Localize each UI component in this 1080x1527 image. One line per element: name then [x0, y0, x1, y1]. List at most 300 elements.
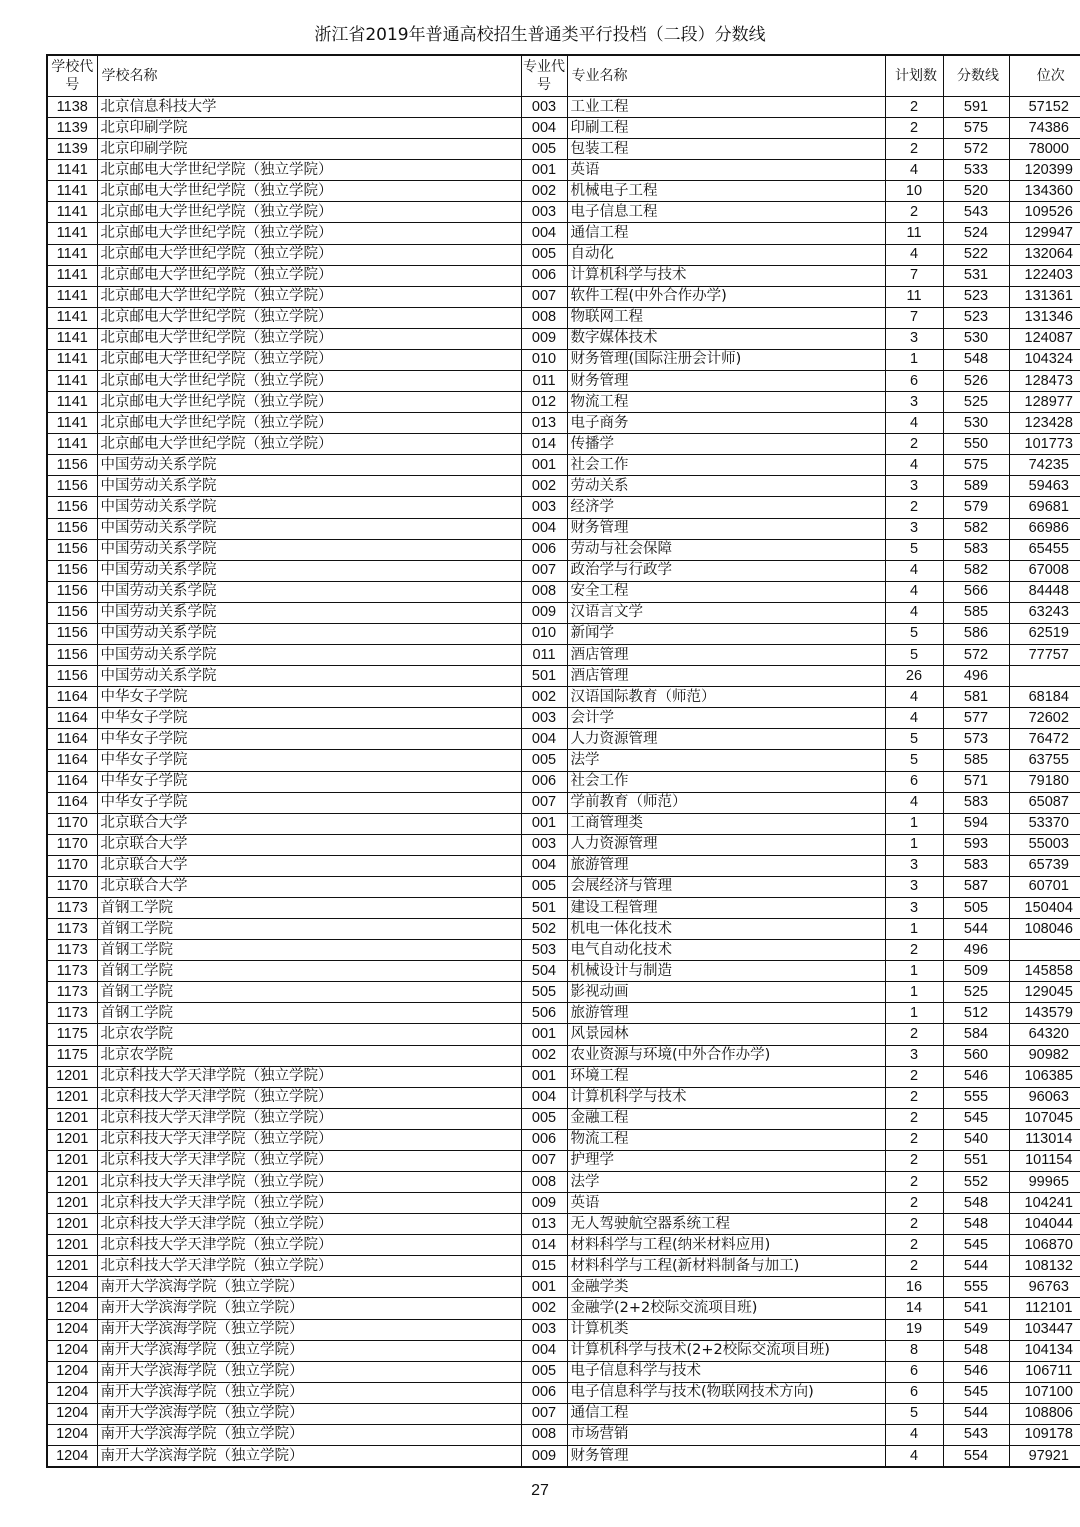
rank-cell: 101773 — [1009, 434, 1080, 455]
plan-cell: 5 — [885, 729, 943, 750]
major-code-cell: 002 — [521, 1045, 567, 1066]
school-name-cell: 北京科技大学天津学院（独立学院） — [97, 1171, 521, 1192]
rank-cell: 60701 — [1009, 876, 1080, 897]
school-code-cell: 1139 — [47, 118, 97, 139]
plan-cell: 4 — [885, 160, 943, 181]
major-name-cell: 工商管理类 — [567, 813, 885, 834]
score-cell: 551 — [943, 1150, 1009, 1171]
plan-cell: 2 — [885, 118, 943, 139]
table-row — [47, 645, 1080, 666]
school-code-cell: 1141 — [47, 392, 97, 413]
school-code-cell: 1164 — [47, 771, 97, 792]
school-name-cell: 首钢工学院 — [97, 919, 521, 940]
plan-cell: 1 — [885, 919, 943, 940]
major-code-cell: 015 — [521, 1256, 567, 1277]
major-code-cell: 005 — [521, 876, 567, 897]
school-code-cell: 1204 — [47, 1298, 97, 1319]
major-name-cell: 数字媒体技术 — [567, 328, 885, 349]
score-cell: 548 — [943, 1340, 1009, 1361]
table-row — [47, 708, 1080, 729]
major-name-cell: 自动化 — [567, 244, 885, 265]
plan-cell: 14 — [885, 1298, 943, 1319]
rank-cell: 90982 — [1009, 1045, 1080, 1066]
rank-cell: 66986 — [1009, 518, 1080, 539]
plan-cell: 2 — [885, 1235, 943, 1256]
school-code-cell: 1201 — [47, 1171, 97, 1192]
score-cell: 555 — [943, 1087, 1009, 1108]
school-name-cell: 中华女子学院 — [97, 792, 521, 813]
rank-cell: 97921 — [1009, 1446, 1080, 1468]
score-cell: 525 — [943, 392, 1009, 413]
score-cell: 593 — [943, 834, 1009, 855]
major-name-cell: 农业资源与环境(中外合作办学) — [567, 1045, 885, 1066]
major-code-cell: 012 — [521, 392, 567, 413]
score-cell: 524 — [943, 223, 1009, 244]
table-row — [47, 328, 1080, 349]
school-name-cell: 中国劳动关系学院 — [97, 476, 521, 497]
rank-cell: 134360 — [1009, 181, 1080, 202]
school-code-cell: 1138 — [47, 97, 97, 118]
rank-cell: 108046 — [1009, 919, 1080, 940]
table-row — [47, 771, 1080, 792]
table-row — [47, 897, 1080, 918]
rank-cell: 129947 — [1009, 223, 1080, 244]
table-row — [47, 1066, 1080, 1087]
rank-cell: 65087 — [1009, 792, 1080, 813]
score-cell: 579 — [943, 497, 1009, 518]
plan-cell: 26 — [885, 666, 943, 687]
table-row — [47, 497, 1080, 518]
school-name-cell: 南开大学滨海学院（独立学院） — [97, 1319, 521, 1340]
major-name-cell: 财务管理 — [567, 371, 885, 392]
score-cell: 594 — [943, 813, 1009, 834]
school-code-cell: 1156 — [47, 518, 97, 539]
major-code-cell: 010 — [521, 623, 567, 644]
score-cell: 589 — [943, 476, 1009, 497]
score-cell: 523 — [943, 286, 1009, 307]
major-code-cell: 006 — [521, 1382, 567, 1403]
school-code-cell: 1204 — [47, 1340, 97, 1361]
rank-cell: 123428 — [1009, 413, 1080, 434]
major-code-cell: 008 — [521, 581, 567, 602]
score-cell: 587 — [943, 876, 1009, 897]
score-cell: 530 — [943, 328, 1009, 349]
score-cell: 544 — [943, 1403, 1009, 1424]
plan-cell: 4 — [885, 1446, 943, 1468]
major-code-cell: 007 — [521, 1150, 567, 1171]
school-name-cell: 北京联合大学 — [97, 813, 521, 834]
major-name-cell: 传播学 — [567, 434, 885, 455]
major-code-cell: 004 — [521, 518, 567, 539]
school-code-cell: 1164 — [47, 792, 97, 813]
table-row — [47, 181, 1080, 202]
score-cell: 575 — [943, 118, 1009, 139]
school-name-cell: 北京邮电大学世纪学院（独立学院） — [97, 223, 521, 244]
school-name-cell: 中国劳动关系学院 — [97, 518, 521, 539]
rank-cell: 131346 — [1009, 307, 1080, 328]
major-code-cell: 503 — [521, 940, 567, 961]
table-row — [47, 961, 1080, 982]
plan-cell: 4 — [885, 708, 943, 729]
rank-cell: 109526 — [1009, 202, 1080, 223]
major-name-cell: 电子信息科学与技术(物联网技术方向) — [567, 1382, 885, 1403]
major-code-cell: 001 — [521, 1024, 567, 1045]
table-row — [47, 160, 1080, 181]
score-cell: 583 — [943, 855, 1009, 876]
major-name-cell: 英语 — [567, 160, 885, 181]
school-name-cell: 中华女子学院 — [97, 687, 521, 708]
table-row — [47, 1214, 1080, 1235]
major-code-cell: 006 — [521, 771, 567, 792]
table-row — [47, 97, 1080, 118]
rank-cell: 143579 — [1009, 1003, 1080, 1024]
major-code-cell: 004 — [521, 1340, 567, 1361]
major-name-cell: 酒店管理 — [567, 645, 885, 666]
school-code-cell: 1141 — [47, 328, 97, 349]
table-row — [47, 371, 1080, 392]
school-code-cell: 1173 — [47, 961, 97, 982]
school-code-cell: 1141 — [47, 371, 97, 392]
table-row — [47, 434, 1080, 455]
plan-cell: 5 — [885, 539, 943, 560]
plan-cell: 5 — [885, 750, 943, 771]
major-name-cell: 汉语国际教育（师范） — [567, 687, 885, 708]
score-cell: 505 — [943, 897, 1009, 918]
major-name-cell: 金融学(2+2校际交流项目班) — [567, 1298, 885, 1319]
rank-cell: 65739 — [1009, 855, 1080, 876]
rank-cell: 103447 — [1009, 1319, 1080, 1340]
school-code-cell: 1201 — [47, 1235, 97, 1256]
major-name-cell: 会计学 — [567, 708, 885, 729]
table-row — [47, 518, 1080, 539]
rank-cell: 62519 — [1009, 623, 1080, 644]
major-code-cell: 001 — [521, 1277, 567, 1298]
major-code-cell: 504 — [521, 961, 567, 982]
major-code-cell: 502 — [521, 919, 567, 940]
school-name-cell: 南开大学滨海学院（独立学院） — [97, 1361, 521, 1382]
school-name-cell: 中国劳动关系学院 — [97, 497, 521, 518]
major-name-cell: 材料科学与工程(纳米材料应用) — [567, 1235, 885, 1256]
plan-cell: 16 — [885, 1277, 943, 1298]
rank-cell: 101154 — [1009, 1150, 1080, 1171]
major-name-cell: 汉语言文学 — [567, 602, 885, 623]
score-cell: 582 — [943, 518, 1009, 539]
score-cell: 573 — [943, 729, 1009, 750]
rank-cell: 107100 — [1009, 1382, 1080, 1403]
plan-cell: 2 — [885, 1129, 943, 1150]
plan-cell: 2 — [885, 1024, 943, 1045]
school-name-cell: 南开大学滨海学院（独立学院） — [97, 1446, 521, 1468]
plan-cell: 5 — [885, 645, 943, 666]
score-cell: 572 — [943, 645, 1009, 666]
major-name-cell: 软件工程(中外合作办学) — [567, 286, 885, 307]
rank-cell: 104134 — [1009, 1340, 1080, 1361]
rank-cell: 128977 — [1009, 392, 1080, 413]
school-code-cell: 1170 — [47, 834, 97, 855]
plan-cell: 10 — [885, 181, 943, 202]
major-name-cell: 人力资源管理 — [567, 729, 885, 750]
school-name-cell: 中国劳动关系学院 — [97, 560, 521, 581]
school-code-cell: 1139 — [47, 139, 97, 160]
school-code-cell: 1201 — [47, 1108, 97, 1129]
score-cell: 541 — [943, 1298, 1009, 1319]
major-name-cell: 社会工作 — [567, 771, 885, 792]
school-code-cell: 1141 — [47, 286, 97, 307]
major-name-cell: 电子信息科学与技术 — [567, 1361, 885, 1382]
major-code-cell: 003 — [521, 497, 567, 518]
school-name-cell: 北京科技大学天津学院（独立学院） — [97, 1108, 521, 1129]
plan-cell: 4 — [885, 455, 943, 476]
score-cell: 585 — [943, 602, 1009, 623]
rank-cell: 128473 — [1009, 371, 1080, 392]
table-row — [47, 286, 1080, 307]
major-name-cell: 通信工程 — [567, 1403, 885, 1424]
major-code-cell: 004 — [521, 729, 567, 750]
plan-cell: 2 — [885, 1256, 943, 1277]
table-row — [47, 202, 1080, 223]
plan-cell: 7 — [885, 307, 943, 328]
rank-cell: 132064 — [1009, 244, 1080, 265]
school-code-cell: 1201 — [47, 1129, 97, 1150]
plan-cell: 2 — [885, 97, 943, 118]
major-name-cell: 环境工程 — [567, 1066, 885, 1087]
rank-cell: 79180 — [1009, 771, 1080, 792]
header-score: 分数线 — [943, 55, 1009, 97]
school-code-cell: 1141 — [47, 181, 97, 202]
major-name-cell: 金融工程 — [567, 1108, 885, 1129]
plan-cell: 3 — [885, 876, 943, 897]
plan-cell: 4 — [885, 581, 943, 602]
school-name-cell: 中国劳动关系学院 — [97, 666, 521, 687]
school-code-cell: 1164 — [47, 687, 97, 708]
school-code-cell: 1173 — [47, 982, 97, 1003]
major-name-cell: 法学 — [567, 750, 885, 771]
score-cell: 540 — [943, 1129, 1009, 1150]
major-code-cell: 009 — [521, 1193, 567, 1214]
table-row — [47, 413, 1080, 434]
major-name-cell: 影视动画 — [567, 982, 885, 1003]
table-row — [47, 792, 1080, 813]
rank-cell: 67008 — [1009, 560, 1080, 581]
plan-cell: 6 — [885, 1382, 943, 1403]
table-row — [47, 602, 1080, 623]
school-name-cell: 中国劳动关系学院 — [97, 645, 521, 666]
school-name-cell: 南开大学滨海学院（独立学院） — [97, 1340, 521, 1361]
school-name-cell: 北京农学院 — [97, 1045, 521, 1066]
plan-cell: 1 — [885, 834, 943, 855]
major-code-cell: 014 — [521, 434, 567, 455]
table-row — [47, 1361, 1080, 1382]
major-name-cell: 护理学 — [567, 1150, 885, 1171]
table-row — [47, 919, 1080, 940]
table-row — [47, 1193, 1080, 1214]
school-code-cell: 1156 — [47, 602, 97, 623]
rank-cell: 107045 — [1009, 1108, 1080, 1129]
plan-cell: 6 — [885, 1361, 943, 1382]
plan-cell: 8 — [885, 1340, 943, 1361]
table-row — [47, 455, 1080, 476]
school-name-cell: 首钢工学院 — [97, 940, 521, 961]
plan-cell: 2 — [885, 940, 943, 961]
major-code-cell: 004 — [521, 855, 567, 876]
rank-cell: 84448 — [1009, 581, 1080, 602]
score-cell: 552 — [943, 1171, 1009, 1192]
school-name-cell: 首钢工学院 — [97, 897, 521, 918]
major-code-cell: 501 — [521, 666, 567, 687]
major-code-cell: 010 — [521, 349, 567, 370]
rank-cell: 74386 — [1009, 118, 1080, 139]
table-row — [47, 581, 1080, 602]
header-school-code: 学校代号 — [47, 55, 97, 97]
major-name-cell: 工业工程 — [567, 97, 885, 118]
school-name-cell: 北京科技大学天津学院（独立学院） — [97, 1193, 521, 1214]
school-code-cell: 1156 — [47, 645, 97, 666]
score-cell: 545 — [943, 1235, 1009, 1256]
table-row — [47, 1403, 1080, 1424]
major-code-cell: 008 — [521, 1171, 567, 1192]
major-code-cell: 001 — [521, 813, 567, 834]
plan-cell: 3 — [885, 855, 943, 876]
school-name-cell: 北京联合大学 — [97, 834, 521, 855]
school-code-cell: 1156 — [47, 581, 97, 602]
school-name-cell: 南开大学滨海学院（独立学院） — [97, 1382, 521, 1403]
school-name-cell: 北京科技大学天津学院（独立学院） — [97, 1150, 521, 1171]
school-code-cell: 1201 — [47, 1214, 97, 1235]
school-name-cell: 中国劳动关系学院 — [97, 602, 521, 623]
score-cell: 585 — [943, 750, 1009, 771]
rank-cell: 145858 — [1009, 961, 1080, 982]
table-row — [47, 876, 1080, 897]
school-name-cell: 北京邮电大学世纪学院（独立学院） — [97, 434, 521, 455]
major-name-cell: 会展经济与管理 — [567, 876, 885, 897]
plan-cell: 5 — [885, 1403, 943, 1424]
rank-cell: 104324 — [1009, 349, 1080, 370]
score-cell: 520 — [943, 181, 1009, 202]
score-cell: 544 — [943, 1256, 1009, 1277]
rank-cell — [1009, 940, 1080, 961]
school-name-cell: 北京联合大学 — [97, 855, 521, 876]
plan-cell: 4 — [885, 1424, 943, 1445]
school-code-cell: 1156 — [47, 455, 97, 476]
major-name-cell: 风景园林 — [567, 1024, 885, 1045]
table-row — [47, 539, 1080, 560]
major-code-cell: 007 — [521, 792, 567, 813]
school-code-cell: 1201 — [47, 1193, 97, 1214]
school-name-cell: 北京邮电大学世纪学院（独立学院） — [97, 328, 521, 349]
major-code-cell: 004 — [521, 223, 567, 244]
plan-cell: 2 — [885, 1214, 943, 1235]
rank-cell — [1009, 666, 1080, 687]
school-name-cell: 北京邮电大学世纪学院（独立学院） — [97, 392, 521, 413]
major-code-cell: 007 — [521, 1403, 567, 1424]
table-row — [47, 1150, 1080, 1171]
table-row — [47, 1340, 1080, 1361]
school-name-cell: 中华女子学院 — [97, 750, 521, 771]
rank-cell: 120399 — [1009, 160, 1080, 181]
plan-cell: 3 — [885, 328, 943, 349]
rank-cell: 106870 — [1009, 1235, 1080, 1256]
major-name-cell: 物流工程 — [567, 392, 885, 413]
school-name-cell: 中华女子学院 — [97, 708, 521, 729]
school-name-cell: 北京印刷学院 — [97, 139, 521, 160]
plan-cell: 2 — [885, 139, 943, 160]
school-code-cell: 1204 — [47, 1382, 97, 1403]
score-cell: 543 — [943, 202, 1009, 223]
major-name-cell: 法学 — [567, 1171, 885, 1192]
major-name-cell: 建设工程管理 — [567, 897, 885, 918]
major-name-cell: 物联网工程 — [567, 307, 885, 328]
score-cell: 571 — [943, 771, 1009, 792]
table-row — [47, 1129, 1080, 1150]
school-code-cell: 1141 — [47, 223, 97, 244]
major-name-cell: 酒店管理 — [567, 666, 885, 687]
major-code-cell: 501 — [521, 897, 567, 918]
plan-cell: 2 — [885, 1150, 943, 1171]
school-code-cell: 1156 — [47, 666, 97, 687]
page-number: 27 — [531, 1482, 549, 1499]
rank-cell: 76472 — [1009, 729, 1080, 750]
score-cell: 545 — [943, 1382, 1009, 1403]
school-name-cell: 北京科技大学天津学院（独立学院） — [97, 1235, 521, 1256]
major-code-cell: 002 — [521, 1298, 567, 1319]
school-code-cell: 1141 — [47, 349, 97, 370]
plan-cell: 5 — [885, 623, 943, 644]
score-cell: 549 — [943, 1319, 1009, 1340]
major-code-cell: 505 — [521, 982, 567, 1003]
table-row — [47, 1045, 1080, 1066]
school-code-cell: 1204 — [47, 1446, 97, 1468]
plan-cell: 4 — [885, 244, 943, 265]
score-cell: 546 — [943, 1066, 1009, 1087]
rank-cell: 74235 — [1009, 455, 1080, 476]
major-code-cell: 007 — [521, 560, 567, 581]
rank-cell: 131361 — [1009, 286, 1080, 307]
table-row — [47, 1424, 1080, 1445]
school-name-cell: 北京邮电大学世纪学院（独立学院） — [97, 349, 521, 370]
major-code-cell: 003 — [521, 1319, 567, 1340]
major-code-cell: 001 — [521, 1066, 567, 1087]
table-row — [47, 813, 1080, 834]
plan-cell: 2 — [885, 1193, 943, 1214]
major-name-cell: 劳动关系 — [567, 476, 885, 497]
major-name-cell: 政治学与行政学 — [567, 560, 885, 581]
score-cell: 577 — [943, 708, 1009, 729]
major-code-cell: 008 — [521, 307, 567, 328]
plan-cell: 2 — [885, 1171, 943, 1192]
score-cell: 586 — [943, 623, 1009, 644]
major-code-cell: 013 — [521, 413, 567, 434]
plan-cell: 1 — [885, 1003, 943, 1024]
score-cell: 544 — [943, 919, 1009, 940]
major-code-cell: 003 — [521, 202, 567, 223]
major-name-cell: 学前教育（师范） — [567, 792, 885, 813]
major-name-cell: 计算机科学与技术(2+2校际交流项目班) — [567, 1340, 885, 1361]
school-name-cell: 中国劳动关系学院 — [97, 539, 521, 560]
school-name-cell: 北京邮电大学世纪学院（独立学院） — [97, 265, 521, 286]
rank-cell: 77757 — [1009, 645, 1080, 666]
school-code-cell: 1141 — [47, 160, 97, 181]
score-cell: 522 — [943, 244, 1009, 265]
plan-cell: 1 — [885, 349, 943, 370]
school-name-cell: 北京邮电大学世纪学院（独立学院） — [97, 160, 521, 181]
plan-cell: 3 — [885, 476, 943, 497]
table-row — [47, 1087, 1080, 1108]
score-cell: 546 — [943, 1361, 1009, 1382]
score-cell: 496 — [943, 940, 1009, 961]
rank-cell: 68184 — [1009, 687, 1080, 708]
school-code-cell: 1201 — [47, 1066, 97, 1087]
rank-cell: 129045 — [1009, 982, 1080, 1003]
